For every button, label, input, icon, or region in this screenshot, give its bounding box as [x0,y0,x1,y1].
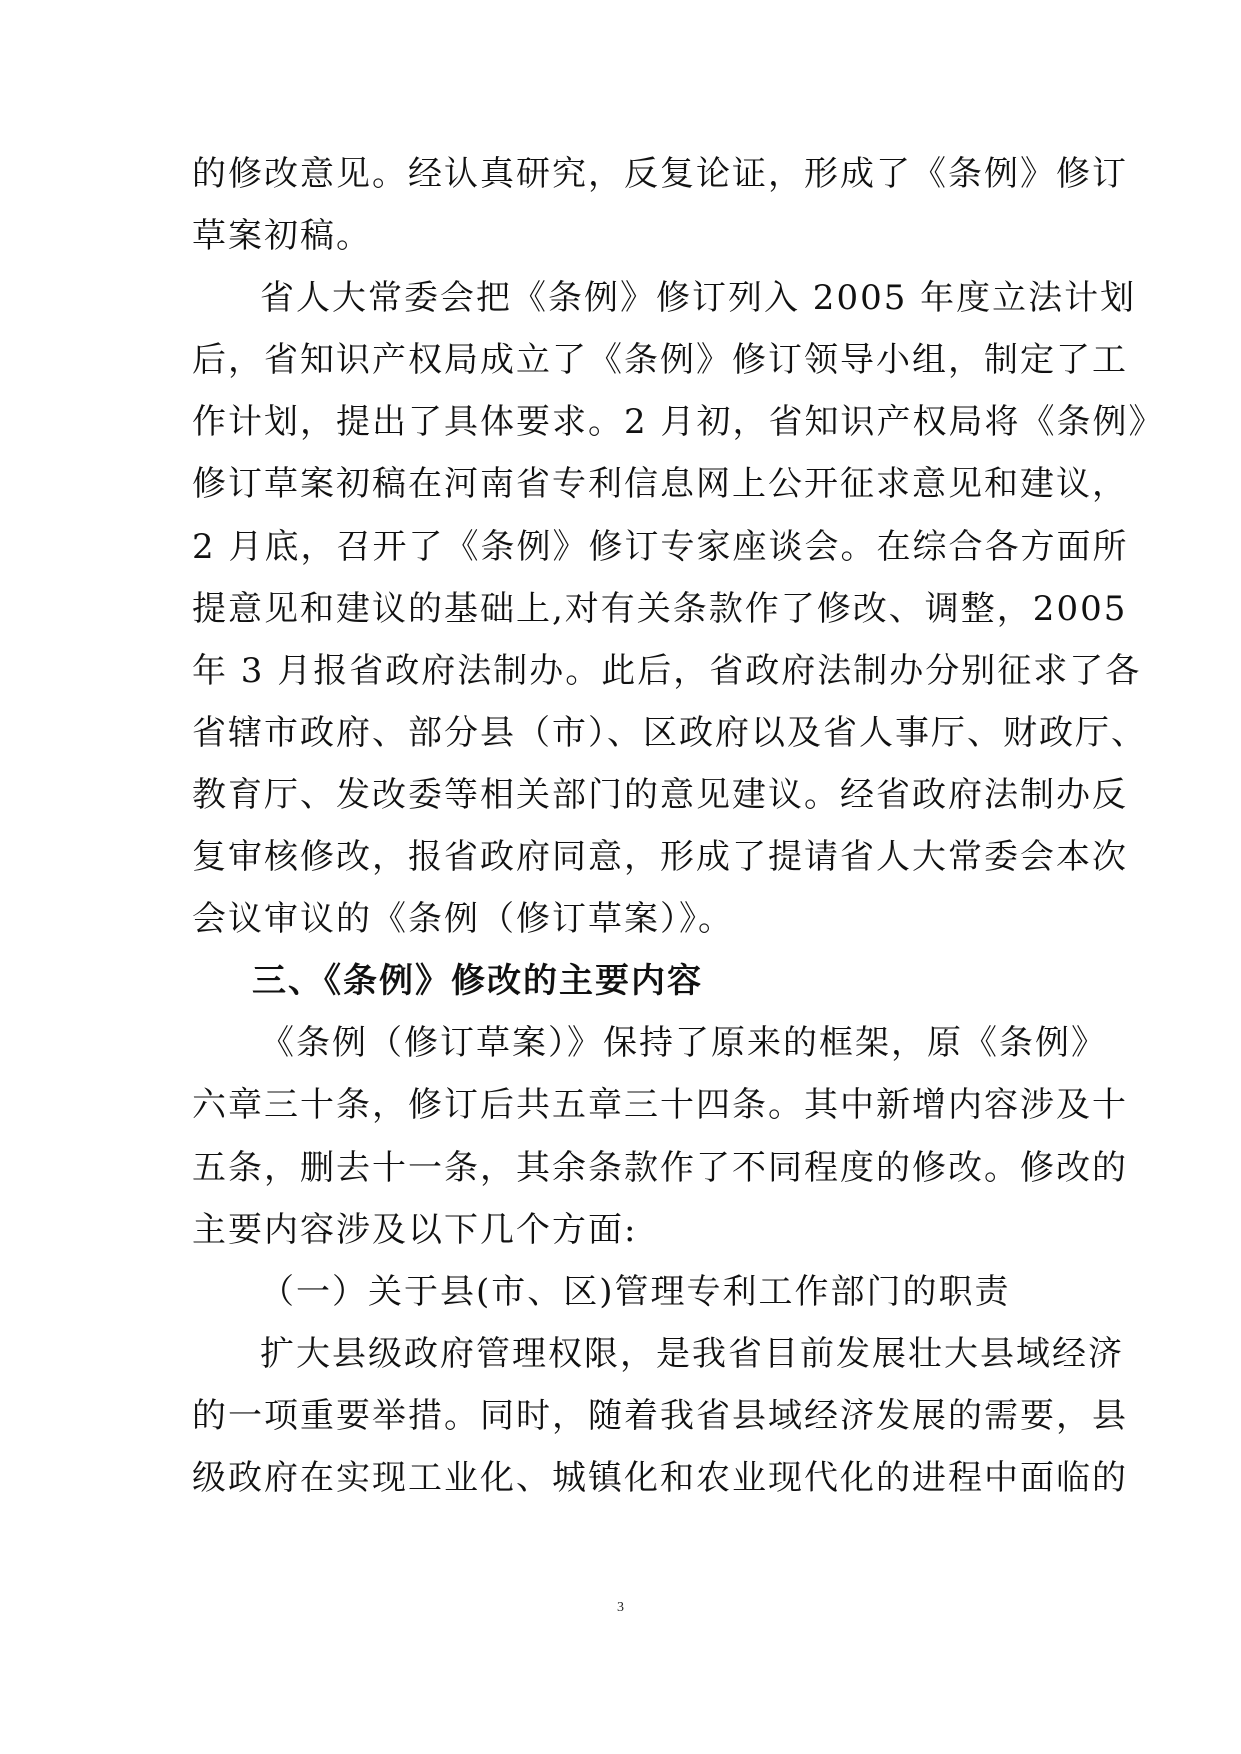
text-line: 复审核修改，报省政府同意，形成了提请省人大常委会本次 [192,837,1128,878]
text-line: 会议审议的《条例（修订草案）》。 [192,899,734,940]
text-line: 作计划，提出了具体要求。2 月初，省知识产权局将《条例》 [192,402,1165,443]
text-line: 省人大常委会把《条例》修订列入 2005 年度立法计划 [260,278,1137,319]
text-line: 的修改意见。经认真研究，反复论证，形成了《条例》修订 [192,154,1128,194]
text-line: 教育厅、发改委等相关部门的意见建议。经省政府法制办反 [192,774,1128,815]
document-body [192,143,1165,1509]
page-number: 3 [617,1600,624,1615]
text-line: 草案初稿。 [192,216,372,257]
text-line: 后，省知识产权局成立了《条例》修订领导小组，制定了工 [192,340,1128,381]
text-line: 扩大县级政府管理权限，是我省目前发展壮大县域经济 [260,1333,1124,1374]
section-heading: 三、《条例》修改的主要内容 [252,961,703,1002]
text-line: 的一项重要举措。同时，随着我省县域经济发展的需要，县 [192,1395,1128,1436]
text-line: 六章三十条，修订后共五章三十四条。其中新增内容涉及十 [192,1085,1128,1126]
text-line: 2 月底，召开了《条例》修订专家座谈会。在综合各方面所 [192,526,1129,567]
subsection-heading: （一）关于县(市、区)管理专利工作部门的职责 [260,1271,1011,1312]
text-line: 提意见和建议的基础上,对有关条款作了修改、调整，2005 [192,588,1128,629]
text-line: 省辖市政府、部分县（市）、区政府以及省人事厅、财政厅、 [192,712,1147,753]
text-line: 主要内容涉及以下几个方面: [192,1209,638,1250]
text-line: 修订草案初稿在河南省专利信息网上公开征求意见和建议， [192,464,1128,505]
text-line: 级政府在实现工业化、城镇化和农业现代化的进程中面临的 [192,1457,1128,1498]
text-line: 《条例（修订草案）》保持了原来的框架，原《条例》 [260,1023,1107,1064]
text-line: 年 3 月报省政府法制办。此后，省政府法制办分别征求了各 [192,650,1142,691]
text-line: 五条，删去十一条，其余条款作了不同程度的修改。修改的 [192,1147,1128,1188]
